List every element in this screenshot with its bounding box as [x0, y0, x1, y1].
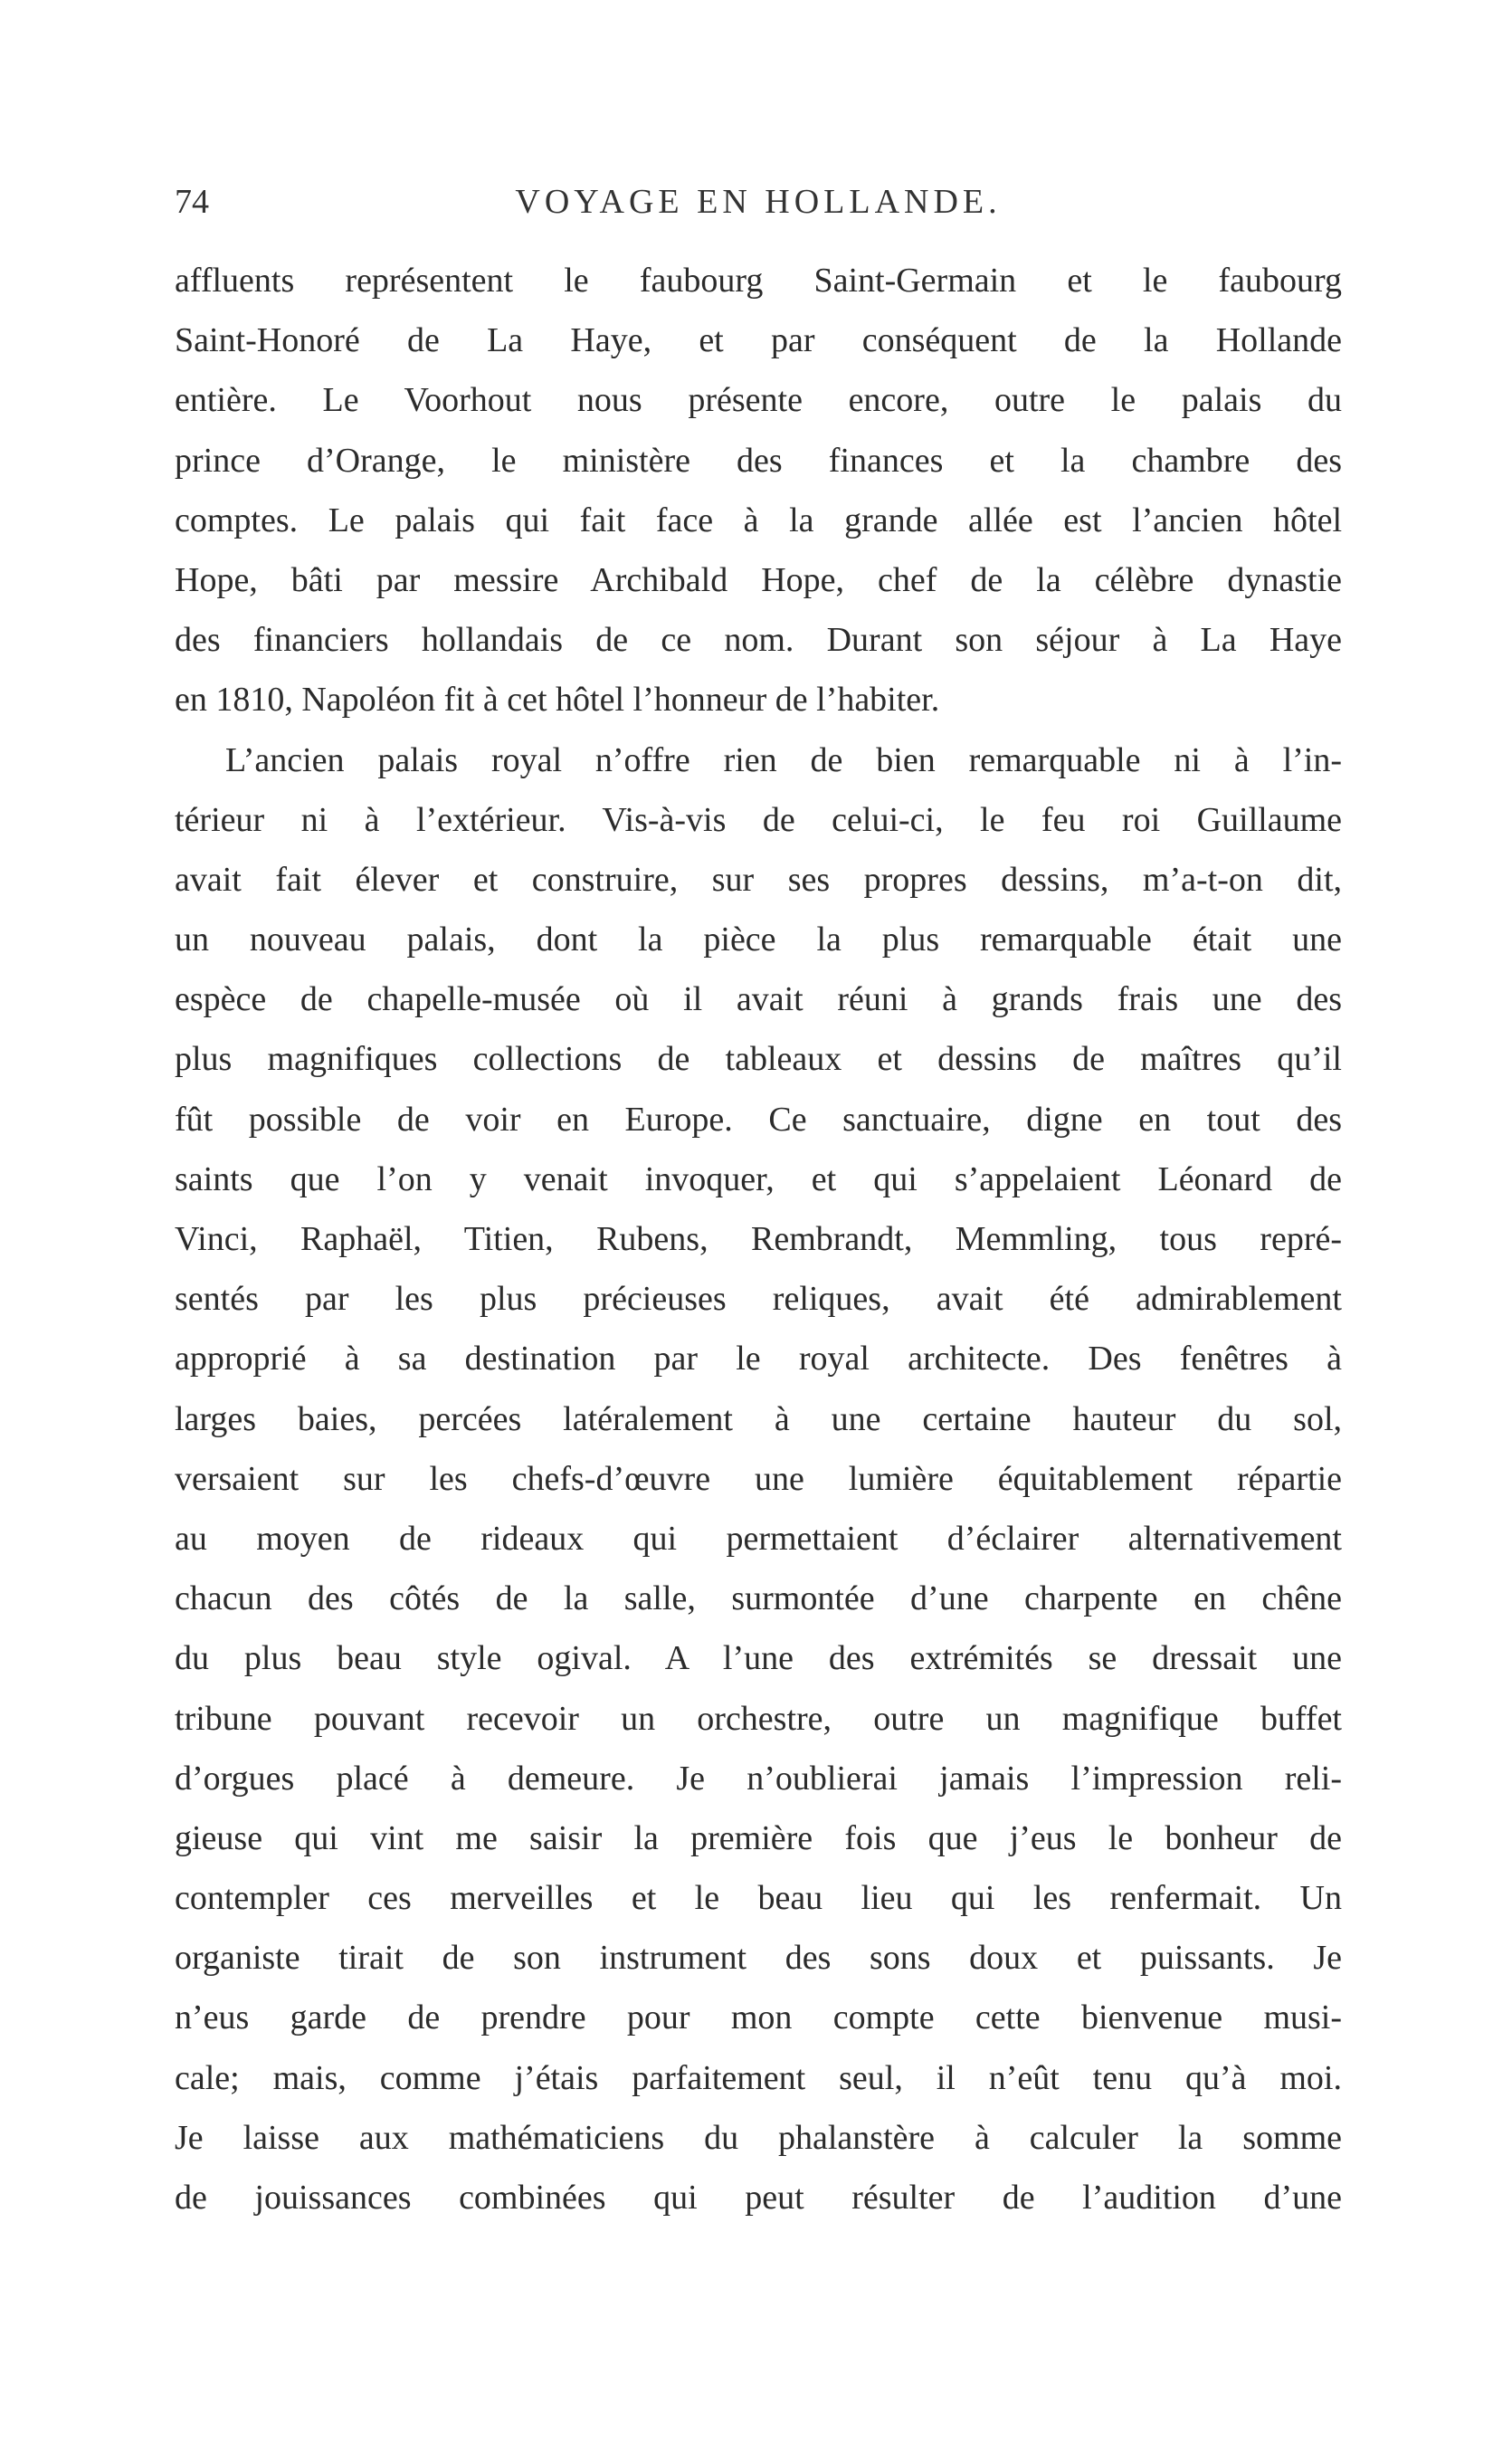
text-line: fût possible de voir en Europe. Ce sanctuaire, digne en tout des: [175, 1100, 1342, 1139]
text-line: cale; mais, comme j’étais parfaitement seul, il n’eût tenu qu’à moi.: [175, 2058, 1342, 2097]
running-title: VOYAGE EN HOLLANDE.: [515, 183, 1002, 221]
text-line: Hope, bâti par messire Archibald Hope, chef de la célèbre dynastie: [175, 560, 1342, 599]
text-line: chacun des côtés de la salle, surmontée d’une charpente en chêne: [175, 1579, 1342, 1618]
text-line: contempler ces merveilles et le beau lieu qui les renfermait. Un: [175, 1879, 1342, 1918]
text-line: tribune pouvant recevoir un orchestre, outre un magnifique buffet: [175, 1699, 1342, 1738]
text-line: larges baies, percées latéralement à une certaine hauteur du sol,: [175, 1399, 1342, 1438]
text-line: térieur ni à l’extérieur. Vis-à-vis de celui-ci, le feu roi Guillaume: [175, 800, 1342, 839]
text-line: Je laisse aux mathématiciens du phalanstère à calculer la somme: [175, 2118, 1342, 2157]
text-line: L’ancien palais royal n’offre rien de bien remarquable ni à l’in-: [225, 740, 1342, 779]
text-line: Vinci, Raphaël, Titien, Rubens, Rembrandt, Memmling, tous repré-: [175, 1220, 1342, 1258]
text-line: sentés par les plus précieuses reliques, avait été admirablement: [175, 1280, 1342, 1319]
text-line: un nouveau palais, dont la pièce la plus remarquable était une: [175, 920, 1342, 959]
text-line: des financiers hollandais de ce nom. Durant son séjour à La Haye: [175, 621, 1342, 660]
text-line: Saint-Honoré de La Haye, et par conséquent de la Hollande: [175, 321, 1342, 360]
body-text: [175, 251, 1342, 2227]
text-line: prince d’Orange, le ministère des finances et la chambre des: [175, 441, 1342, 480]
page-number: 74: [175, 183, 209, 221]
text-line: gieuse qui vint me saisir la première fois que j’eus le bonheur de: [175, 1818, 1342, 1857]
text-line: avait fait élever et construire, sur ses propres dessins, m’a-t-on dit,: [175, 860, 1342, 899]
page-header: [175, 175, 1342, 229]
text-line: entière. Le Voorhout nous présente encore, outre le palais du: [175, 381, 1342, 420]
text-line: du plus beau style ogival. A l’une des extrémités se dressait une: [175, 1639, 1342, 1678]
text-line: en 1810, Napoléon fit à cet hôtel l’honneur de l’habiter.: [175, 681, 940, 720]
text-line: approprié à sa destination par le royal architecte. Des fenêtres à: [175, 1340, 1342, 1378]
text-line: espèce de chapelle-musée où il avait réuni à grands frais une des: [175, 980, 1342, 1019]
text-line: affluents représentent le faubourg Saint-Germain et le faubourg: [175, 262, 1342, 300]
text-line: comptes. Le palais qui fait face à la grande allée est l’ancien hôtel: [175, 501, 1342, 539]
text-line: versaient sur les chefs-d’œuvre une lumière équitablement répartie: [175, 1459, 1342, 1498]
text-line: saints que l’on y venait invoquer, et qui s’appelaient Léonard de: [175, 1159, 1342, 1198]
text-line: au moyen de rideaux qui permettaient d’éclairer alternativement: [175, 1519, 1342, 1558]
text-line: de jouissances combinées qui peut résulter de l’audition d’une: [175, 2179, 1342, 2217]
text-line: plus magnifiques collections de tableaux et dessins de maîtres qu’il: [175, 1040, 1342, 1079]
text-line: organiste tirait de son instrument des sons doux et puissants. Je: [175, 1939, 1342, 1978]
text-line: d’orgues placé à demeure. Je n’oublierai jamais l’impression reli-: [175, 1759, 1342, 1798]
text-line: n’eus garde de prendre pour mon compte cette bienvenue musi-: [175, 1998, 1342, 2037]
